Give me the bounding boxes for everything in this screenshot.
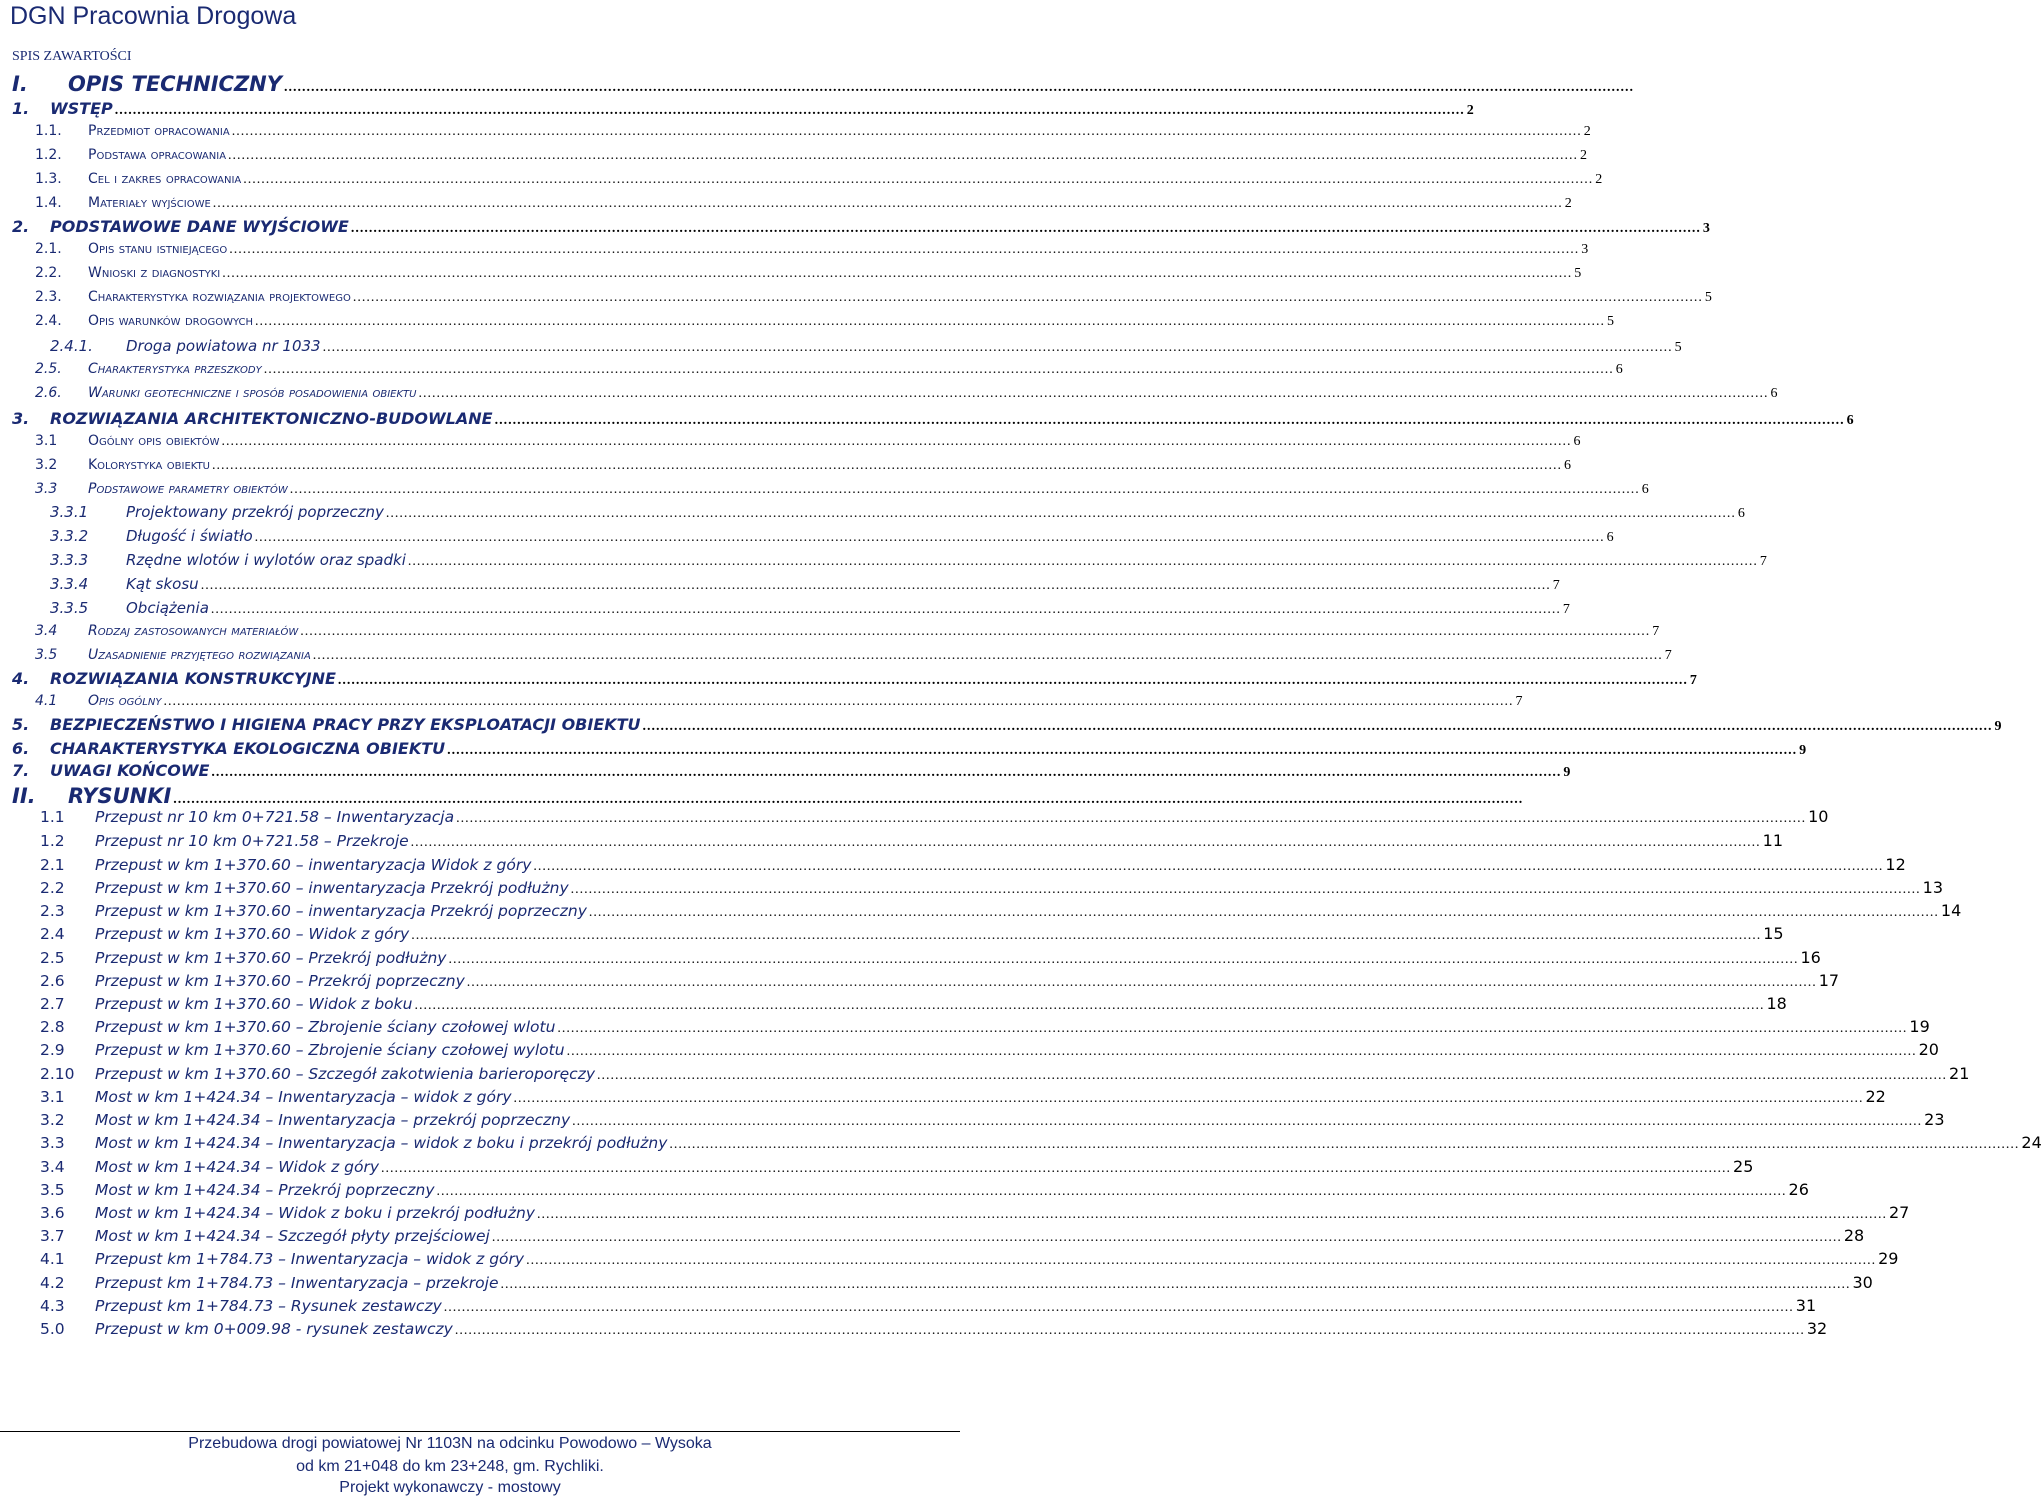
toc-leader-dots: ............................................................................................................................................................................................................................................................................................................ (114, 103, 1465, 118)
toc-entry-number: 2.6 (40, 972, 65, 990)
toc-entry[interactable] (35, 195, 1572, 212)
toc-entry-page-number: 6 (1737, 506, 1745, 521)
toc-entry[interactable] (40, 1319, 1828, 1339)
toc-entry-page-number: 27 (1888, 1203, 1910, 1222)
toc-entry-page-number: 2 (1466, 103, 1474, 118)
toc-leader-dots: ............................................................................................................................................................................................................................................................................................................ (536, 1207, 1887, 1222)
toc-entry-page-number: 18 (1766, 994, 1787, 1013)
toc-leader-dots: ............................................................................................................................................................................................................................................................................................................ (410, 835, 1761, 850)
toc-entry-number: 3.3.5 (50, 599, 89, 617)
toc-entry-number: 3.3.3 (50, 551, 89, 569)
toc-entry[interactable] (12, 739, 1807, 759)
toc-entry-title: Ogólny opis obiektów (88, 433, 220, 449)
toc-entry[interactable] (35, 457, 1571, 474)
toc-entry-number: 3.6 (40, 1204, 65, 1222)
toc-entry-title: RYSUNKI (68, 784, 172, 808)
toc-entry[interactable] (40, 971, 1840, 991)
toc-entry[interactable] (40, 1064, 1970, 1084)
toc-entry-page-number: 6 (1770, 386, 1778, 401)
toc-entry-number: I. (12, 72, 28, 96)
toc-entry[interactable] (40, 1017, 1930, 1037)
toc-entry-number: 3.5 (35, 647, 58, 663)
toc-entry-title: Opis stanu istniejącego (88, 241, 228, 257)
toc-entry-number: 3.5 (40, 1181, 65, 1199)
toc-entry-number: 2.2. (35, 265, 62, 281)
toc-entry-number: 4.2 (40, 1274, 65, 1292)
toc-entry[interactable] (50, 337, 1682, 356)
toc-leader-dots: ............................................................................................................................................................................................................................................................................................................ (466, 975, 1817, 990)
toc-entry-number: 2. (12, 217, 30, 236)
toc-entry-number: 3.1 (35, 433, 58, 449)
toc-entry-page-number: 6 (1846, 413, 1854, 428)
toc-entry[interactable] (40, 878, 1943, 898)
toc-entry-title: Kolorystyka obiektu (88, 457, 210, 473)
toc-entry-page-number: 6 (1573, 434, 1581, 449)
toc-entry[interactable] (12, 784, 1524, 808)
toc-entry-page-number: 25 (1733, 1157, 1754, 1176)
footer-project-title: Przebudowa drogi powiatowej Nr 1103N na odcinku Powodowo – Wysoka (188, 1435, 712, 1452)
toc-entry-page-number: 9 (1994, 719, 2002, 734)
toc-entry[interactable] (40, 948, 1821, 968)
toc-entry-page-number: 5 (1574, 266, 1582, 281)
toc-leader-dots: ............................................................................................................................................................................................................................................................................................................ (597, 1068, 1948, 1083)
toc-entry-title: Podstawowe parametry obiektów (88, 481, 288, 497)
toc-leader-dots: ............................................................................................................................................................................................................................................................................................................ (533, 859, 1884, 874)
page-header-title: DGN Pracownia Drogowa (10, 2, 297, 30)
toc-entry-title: Przedmiot opracowania (88, 123, 230, 139)
toc-leader-dots: ............................................................................................................................................................................................................................................................................................................ (414, 998, 1765, 1013)
toc-entry-title: Warunki geotechniczne i sposób posadowienia obiektu (88, 385, 417, 401)
toc-leader-dots: ............................................................................................................................................................................................................................................................................................................ (283, 80, 1634, 95)
toc-entry-number: 2.4 (40, 925, 65, 943)
toc-entry-page-number: 2 (1595, 172, 1603, 187)
toc-entry-number: 1.2 (40, 832, 65, 850)
toc-entry-number: 3. (12, 409, 30, 428)
toc-entry-title: Podstawa opracowania (88, 147, 227, 163)
footer-divider (0, 1431, 960, 1432)
toc-entry-page-number: 23 (1924, 1110, 1945, 1129)
toc-entry[interactable] (35, 481, 1649, 498)
toc-leader-dots: ............................................................................................................................................................................................................................................................................................................ (447, 743, 1798, 758)
toc-entry[interactable] (35, 289, 1712, 306)
toc-entry-title: Przepust w km 1+370.60 – Zbrojenie ściany czołowej wylotu (95, 1041, 565, 1059)
toc-entry[interactable] (40, 1133, 2042, 1153)
toc-entry-title: Obciążenia (126, 599, 209, 617)
toc-entry-page-number: 5 (1607, 314, 1615, 329)
toc-entry-number: 2.6. (35, 385, 62, 401)
toc-entry-title: ROZWIĄZANIA KONSTRUKCYJNE (50, 669, 336, 688)
toc-entry-page-number: 9 (1799, 743, 1807, 758)
toc-leader-dots: ............................................................................................................................................................................................................................................................................................................ (572, 1114, 1923, 1129)
toc-entry-title: WSTĘP (50, 99, 113, 118)
toc-entry-number: 3.3 (40, 1134, 65, 1152)
toc-entry-title: Przepust w km 1+370.60 – inwentaryzacja Przekrój podłużny (95, 879, 569, 897)
toc-entry-page-number: 10 (1808, 807, 1829, 826)
footer-project-range: od km 21+048 do km 23+248, gm. Rychliki. (296, 1458, 604, 1475)
toc-leader-dots: ............................................................................................................................................................................................................................................................................................................ (222, 266, 1573, 281)
toc-entry-number: 4. (12, 669, 30, 688)
toc-entry[interactable] (40, 1226, 1865, 1246)
toc-leader-dots: ............................................................................................................................................................................................................................................................................................................ (254, 530, 1605, 545)
toc-leader-dots: ............................................................................................................................................................................................................................................................................................................ (491, 1230, 1842, 1245)
toc-entry-page-number: 3 (1702, 221, 1710, 236)
toc-entry-page-number: 15 (1763, 924, 1784, 943)
toc-entry-number: 2.3 (40, 902, 65, 920)
toc-entry-page-number: 3 (1581, 242, 1589, 257)
toc-entry-title: Uzasadnienie przyjętego rozwiązania (88, 647, 311, 663)
toc-entry-number: 1. (12, 99, 30, 118)
toc-entry-title: Kąt skosu (126, 575, 199, 593)
toc-leader-dots: ............................................................................................................................................................................................................................................................................................................ (300, 624, 1651, 639)
footer-project-type: Projekt wykonawczy - mostowy (339, 1479, 561, 1496)
toc-entry-page-number: 7 (1562, 602, 1570, 617)
toc-leader-dots: ............................................................................................................................................................................................................................................................................................................ (526, 1253, 1877, 1268)
toc-leader-dots: ............................................................................................................................................................................................................................................................................................................ (211, 765, 1562, 780)
toc-entry[interactable] (40, 1249, 1899, 1269)
toc-entry-title: Przepust w km 0+009.98 - rysunek zestawczy (95, 1320, 453, 1338)
toc-leader-dots: ............................................................................................................................................................................................................................................................................................................ (566, 1044, 1917, 1059)
toc-entry-page-number: 14 (1940, 901, 1962, 920)
toc-entry-number: 3.4 (40, 1158, 65, 1176)
toc-entry[interactable] (50, 599, 1570, 618)
toc-entry-title: Rzędne wlotów i wylotów oraz spadki (126, 551, 406, 569)
toc-entry[interactable] (35, 171, 1603, 188)
toc-leader-dots: ............................................................................................................................................................................................................................................................................................................ (221, 434, 1572, 449)
toc-leader-dots: ............................................................................................................................................................................................................................................................................................................ (322, 340, 1673, 355)
toc-entry[interactable] (35, 241, 1589, 258)
toc-leader-dots: ............................................................................................................................................................................................................................................................................................................ (200, 578, 1551, 593)
toc-leader-dots: ............................................................................................................................................................................................................................................................................................................ (557, 1021, 1908, 1036)
toc-entry-number: 2.2 (40, 879, 65, 897)
toc-entry-title: Przepust w km 1+370.60 – Zbrojenie ściany czołowej wlotu (95, 1018, 556, 1036)
toc-entry-number: 2.10 (40, 1065, 75, 1083)
toc-entry[interactable] (12, 409, 1854, 429)
toc-entry-title: Przepust nr 10 km 0+721.58 – Inwentaryzacja (95, 808, 455, 826)
toc-entry-page-number: 16 (1800, 948, 1821, 967)
toc-entry-number: 3.7 (40, 1227, 65, 1245)
toc-leader-dots: ............................................................................................................................................................................................................................................................................................................ (385, 506, 1736, 521)
toc-entry-title: Most w km 1+424.34 – Widok z boku i przekrój podłużny (95, 1204, 535, 1222)
toc-leader-dots: ............................................................................................................................................................................................................................................................................................................ (494, 413, 1845, 428)
toc-entry-page-number: 28 (1843, 1226, 1865, 1245)
toc-entry[interactable] (40, 901, 1962, 921)
toc-entry-title: Przepust w km 1+370.60 – Przekrój podłużny (95, 949, 447, 967)
toc-leader-dots: ............................................................................................................................................................................................................................................................................................................ (210, 602, 1561, 617)
toc-leader-dots: ............................................................................................................................................................................................................................................................................................................ (381, 1161, 1732, 1176)
toc-entry-title: Przepust w km 1+370.60 – Widok z boku (95, 995, 413, 1013)
toc-entry-page-number: 12 (1885, 855, 1906, 874)
toc-entry-title: Przepust nr 10 km 0+721.58 – Przekroje (95, 832, 409, 850)
toc-entry-number: 2.9 (40, 1041, 65, 1059)
toc-leader-dots: ............................................................................................................................................................................................................................................................................................................ (418, 386, 1769, 401)
toc-entry-number: 7. (12, 761, 30, 780)
toc-entry-title: Opis warunków drogowych (88, 313, 254, 329)
toc-leader-dots: ............................................................................................................................................................................................................................................................................................................ (312, 648, 1663, 663)
toc-entry-page-number: 2 (1564, 196, 1572, 211)
toc-leader-dots: ............................................................................................................................................................................................................................................................................................................ (500, 1277, 1851, 1292)
toc-entry-title: Cel i zakres opracowania (88, 171, 242, 187)
toc-entry[interactable] (50, 527, 1614, 546)
toc-leader-dots: ............................................................................................................................................................................................................................................................................................................ (337, 673, 1688, 688)
toc-entry[interactable] (40, 994, 1787, 1014)
toc-entry[interactable] (40, 924, 1784, 944)
toc-entry-number: 5. (12, 715, 30, 734)
toc-entry-page-number: 7 (1652, 624, 1660, 639)
toc-entry-number: 3.2 (35, 457, 58, 473)
toc-leader-dots: ............................................................................................................................................................................................................................................................................................................ (163, 694, 1514, 709)
toc-entry-page-number: 2 (1583, 124, 1591, 139)
toc-entry-page-number: 7 (1689, 673, 1697, 688)
toc-leader-dots: ............................................................................................................................................................................................................................................................................................................ (454, 1323, 1805, 1338)
toc-entry-number: 2.4. (35, 313, 62, 329)
toc-entry-number: 3.3.2 (50, 527, 89, 545)
toc-entry[interactable] (40, 1110, 1945, 1130)
toc-entry-number: 3.3.1 (50, 503, 89, 521)
toc-entry-page-number: 5 (1674, 340, 1682, 355)
toc-leader-dots: ............................................................................................................................................................................................................................................................................................................ (212, 196, 1563, 211)
toc-entry[interactable] (40, 1087, 1886, 1107)
toc-entry[interactable] (12, 217, 1710, 237)
toc-entry-title: Materiały wyjściowe (88, 195, 211, 211)
toc-leader-dots: ............................................................................................................................................................................................................................................................................................................ (443, 1300, 1794, 1315)
toc-entry-title: Opis ogólny (88, 693, 162, 709)
toc-entry[interactable] (35, 623, 1660, 640)
toc-leader-dots: ............................................................................................................................................................................................................................................................................................................ (229, 242, 1580, 257)
toc-entry-page-number: 21 (1949, 1064, 1970, 1083)
toc-entry-title: Przepust w km 1+370.60 – Przekrój poprzeczny (95, 972, 465, 990)
toc-entry-title: Most w km 1+424.34 – Widok z góry (95, 1158, 380, 1176)
toc-entry-title: Rodzaj zastosowanych materiałów (88, 623, 299, 639)
toc-entry-number: 1.3. (35, 171, 62, 187)
toc-entry-number: 2.5. (35, 361, 62, 377)
toc-entry-page-number: 11 (1762, 831, 1784, 850)
toc-entry[interactable] (35, 647, 1672, 664)
toc-entry-page-number: 26 (1788, 1180, 1809, 1199)
toc-entry-title: Most w km 1+424.34 – Inwentaryzacja – widok z góry (95, 1088, 512, 1106)
toc-leader-dots: ............................................................................................................................................................................................................................................................................................................ (212, 458, 1562, 473)
toc-entry-page-number: 19 (1909, 1017, 1930, 1036)
toc-entry-number: II. (12, 784, 36, 808)
toc-entry-number: 6. (12, 739, 30, 758)
toc-entry-title: CHARAKTERYSTYKA EKOLOGICZNA OBIEKTU (50, 739, 446, 758)
toc-entry[interactable] (12, 715, 2002, 735)
toc-entry-title: Przepust km 1+784.73 – Inwentaryzacja – widok z góry (95, 1250, 525, 1268)
toc-leader-dots: ............................................................................................................................................................................................................................................................................................................ (456, 811, 1807, 826)
toc-entry-title: PODSTAWOWE DANE WYJŚCIOWE (50, 217, 349, 236)
toc-entry-page-number: 6 (1641, 482, 1649, 497)
toc-entry-number: 2.3. (35, 289, 62, 305)
toc-entry-page-number: 17 (1818, 971, 1840, 990)
toc-entry[interactable] (40, 1157, 1754, 1177)
toc-entry[interactable] (50, 575, 1560, 594)
toc-heading: SPIS ZAWARTOŚCI (12, 49, 132, 64)
toc-entry-number: 2.1. (35, 241, 62, 257)
toc-entry-number: 1.1. (35, 123, 62, 139)
toc-entry-title: Projektowany przekrój poprzeczny (126, 503, 384, 521)
toc-entry-page-number: 7 (1515, 694, 1523, 709)
toc-entry-page-number: 20 (1918, 1040, 1939, 1059)
toc-leader-dots: ............................................................................................................................................................................................................................................................................................................ (263, 362, 1614, 377)
toc-entry-title: Długość i światło (126, 527, 253, 545)
toc-entry-page-number: 32 (1806, 1319, 1828, 1338)
toc-entry-page-number: 6 (1606, 530, 1614, 545)
toc-entry-page-number: 13 (1922, 878, 1943, 897)
toc-leader-dots: ............................................................................................................................................................................................................................................................................................................ (243, 172, 1594, 187)
toc-entry[interactable] (40, 1040, 1939, 1060)
toc-entry[interactable] (40, 855, 1906, 875)
toc-entry[interactable] (12, 72, 1634, 96)
toc-entry-title: OPIS TECHNICZNY (68, 72, 282, 96)
toc-entry-title: Most w km 1+424.34 – Inwentaryzacja – przekrój poprzeczny (95, 1111, 571, 1129)
toc-entry[interactable] (35, 433, 1581, 450)
toc-entry[interactable] (12, 761, 1571, 781)
toc-entry-number: 4.1 (35, 693, 58, 709)
toc-entry-title: Przepust km 1+784.73 – Rysunek zestawczy (95, 1297, 442, 1315)
toc-entry-page-number: 22 (1865, 1087, 1886, 1106)
toc-leader-dots: ............................................................................................................................................................................................................................................................................................................ (231, 124, 1582, 139)
toc-entry-title: Przepust km 1+784.73 – Inwentaryzacja – przekroje (95, 1274, 499, 1292)
toc-entry-title: Przepust w km 1+370.60 – Szczegół zakotwienia barieroporęczy (95, 1065, 596, 1083)
toc-entry-page-number: 24 (2021, 1133, 2042, 1152)
toc-entry-number: 5.0 (40, 1320, 65, 1338)
toc-entry[interactable] (35, 265, 1582, 282)
toc-entry-page-number: 7 (1664, 648, 1672, 663)
toc-entry-title: Most w km 1+424.34 – Szczegół płyty przejściowej (95, 1227, 490, 1245)
toc-leader-dots: ............................................................................................................................................................................................................................................................................................................ (436, 1184, 1787, 1199)
toc-entry[interactable] (40, 1180, 1809, 1200)
toc-leader-dots: ............................................................................................................................................................................................................................................................................................................ (669, 1137, 2020, 1152)
toc-entry-page-number: 2 (1580, 148, 1588, 163)
toc-entry[interactable] (12, 669, 1697, 689)
toc-entry-title: Droga powiatowa nr 1033 (126, 337, 321, 355)
toc-leader-dots: ............................................................................................................................................................................................................................................................................................................ (173, 792, 1524, 807)
toc-leader-dots: ............................................................................................................................................................................................................................................................................................................ (513, 1091, 1864, 1106)
toc-leader-dots: ............................................................................................................................................................................................................................................................................................................ (588, 905, 1939, 920)
toc-entry[interactable] (35, 147, 1588, 164)
toc-entry-title: Charakterystyka przeszkody (88, 361, 262, 377)
toc-leader-dots: ............................................................................................................................................................................................................................................................................................................ (352, 290, 1703, 305)
toc-leader-dots: ............................................................................................................................................................................................................................................................................................................ (228, 148, 1579, 163)
toc-entry-number: 2.1 (40, 856, 65, 874)
toc-entry-page-number: 7 (1759, 554, 1767, 569)
toc-entry[interactable] (40, 1273, 1873, 1293)
toc-entry[interactable] (40, 1296, 1817, 1316)
toc-entry[interactable] (40, 831, 1784, 851)
toc-entry-page-number: 29 (1878, 1249, 1899, 1268)
toc-entry-page-number: 5 (1704, 290, 1712, 305)
toc-entry-page-number: 9 (1563, 765, 1571, 780)
toc-entry-title: UWAGI KOŃCOWE (50, 761, 210, 780)
toc-entry-number: 1.2. (35, 147, 62, 163)
toc-entry[interactable] (40, 1203, 1910, 1223)
toc-entry[interactable] (12, 99, 1474, 119)
toc-leader-dots: ............................................................................................................................................................................................................................................................................................................ (255, 314, 1606, 329)
toc-leader-dots: ............................................................................................................................................................................................................................................................................................................ (570, 882, 1921, 897)
toc-leader-dots: ............................................................................................................................................................................................................................................................................................................ (407, 554, 1758, 569)
toc-entry-page-number: 30 (1852, 1273, 1873, 1292)
toc-entry-title: Most w km 1+424.34 – Przekrój poprzeczny (95, 1181, 435, 1199)
toc-entry-title: BEZPIECZEŃSTWO I HIGIENA PRACY PRZY EKSPLOATACJI OBIEKTU (50, 715, 641, 734)
toc-entry-page-number: 6 (1564, 458, 1571, 473)
toc-entry-number: 3.2 (40, 1111, 65, 1129)
toc-entry[interactable] (35, 693, 1523, 710)
toc-entry-number: 2.8 (40, 1018, 65, 1036)
toc-entry-title: ROZWIĄZANIA ARCHITEKTONICZNO-BUDOWLANE (50, 409, 493, 428)
toc-entry[interactable] (35, 313, 1615, 330)
toc-entry-page-number: 7 (1552, 578, 1560, 593)
toc-entry-number: 1.1 (40, 808, 65, 826)
toc-entry-number: 4.1 (40, 1250, 65, 1268)
toc-entry[interactable] (50, 503, 1745, 522)
toc-entry[interactable] (40, 807, 1829, 827)
toc-entry-number: 4.3 (40, 1297, 65, 1315)
toc-leader-dots: ............................................................................................................................................................................................................................................................................................................ (411, 928, 1762, 943)
toc-entry-number: 2.4.1. (50, 337, 93, 355)
toc-entry[interactable] (35, 123, 1591, 140)
toc-entry-number: 2.5 (40, 949, 65, 967)
toc-leader-dots: ............................................................................................................................................................................................................................................................................................................ (350, 221, 1701, 236)
toc-entry[interactable] (50, 551, 1767, 570)
toc-entry-title: Przepust w km 1+370.60 – Widok z góry (95, 925, 410, 943)
toc-entry-number: 3.4 (35, 623, 58, 639)
toc-entry-number: 2.7 (40, 995, 65, 1013)
toc-entry-number: 3.3 (35, 481, 58, 497)
toc-leader-dots: ............................................................................................................................................................................................................................................................................................................ (289, 482, 1640, 497)
toc-entry-number: 1.4. (35, 195, 62, 211)
toc-entry-title: Przepust w km 1+370.60 – inwentaryzacja Widok z góry (95, 856, 532, 874)
toc-entry-number: 3.1 (40, 1088, 65, 1106)
toc-leader-dots: ............................................................................................................................................................................................................................................................................................................ (642, 719, 1993, 734)
toc-entry[interactable] (35, 361, 1623, 378)
toc-entry-number: 3.3.4 (50, 575, 89, 593)
toc-entry-title: Most w km 1+424.34 – Inwentaryzacja – widok z boku i przekrój podłużny (95, 1134, 668, 1152)
toc-entry[interactable] (35, 385, 1778, 402)
toc-entry-title: Wnioski z diagnostyki (88, 265, 221, 281)
toc-entry-title: Przepust w km 1+370.60 – inwentaryzacja Przekrój poprzeczny (95, 902, 587, 920)
toc-leader-dots: ............................................................................................................................................................................................................................................................................................................ (448, 952, 1799, 967)
toc-entry-title: Charakterystyka rozwiązania projektowego (88, 289, 351, 305)
toc-entry-page-number: 6 (1615, 362, 1623, 377)
toc-entry-page-number: 31 (1795, 1296, 1817, 1315)
